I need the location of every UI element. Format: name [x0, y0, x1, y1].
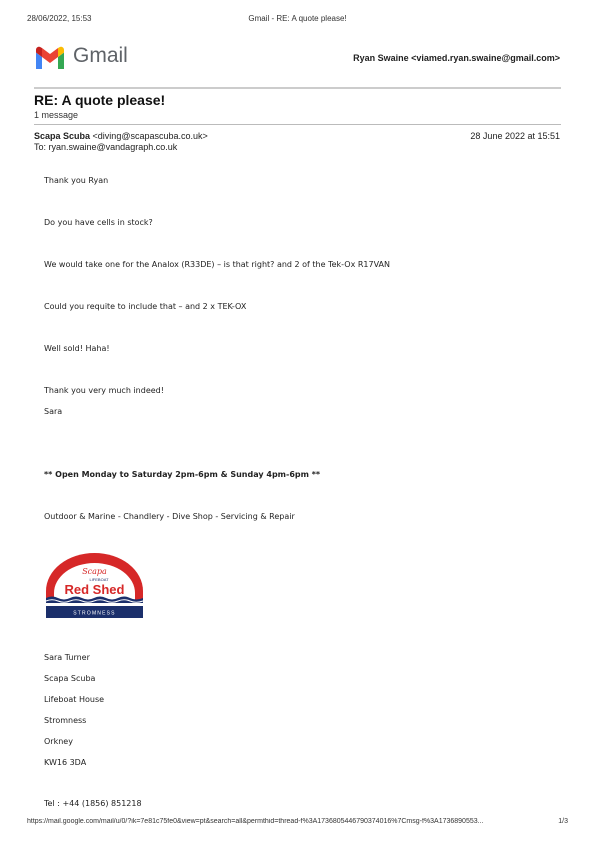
gmail-wordmark: Gmail: [73, 44, 128, 67]
body-line: Sara: [44, 407, 63, 416]
body-line: Outdoor & Marine - Chandlery - Dive Shop - Servicing & Repair: [44, 512, 295, 521]
signature-line: Scapa Scuba: [44, 674, 96, 683]
logo-main-text: Red Shed: [64, 582, 125, 597]
divider: [34, 87, 561, 89]
gmail-m-icon: [34, 45, 66, 69]
recipient: To: ryan.swaine@vandagraph.co.uk: [34, 142, 178, 152]
sender-email: <diving@scapascuba.co.uk>: [92, 131, 208, 141]
body-line: Thank you Ryan: [44, 176, 109, 185]
sender: [34, 131, 208, 141]
print-datetime: 28/06/2022, 15:53: [27, 14, 92, 23]
message-count: 1 message: [34, 110, 79, 120]
logo-bottom-text: STROMNESS: [73, 610, 116, 617]
message-date: 28 June 2022 at 15:51: [470, 131, 560, 141]
sender-name: Scapa Scuba: [34, 131, 91, 141]
page-number: 1/3: [558, 818, 568, 825]
body-line: Could you requite to include that – and 2 x TEK-OX: [44, 302, 247, 311]
telephone: Tel : +44 (1856) 851218: [44, 799, 142, 808]
signature-line: Sara Turner: [44, 653, 90, 662]
logo-sub-text: LIFEBOAT: [89, 577, 109, 582]
body-line: We would take one for the Analox (R33DE) – is that right? and 2 of the Tek-Ox R17VAN: [44, 260, 391, 269]
red-shed-logo: [44, 551, 145, 619]
page-url: https://mail.google.com/mail/u/0/?ik=7e81c75fe0&view=pt&search=all&permthid=thread-f%3A1736805446790374016%7Cmsg-f%3A1736890553...: [27, 818, 484, 825]
body-line: Do you have cells in stock?: [44, 218, 153, 227]
print-page-title: Gmail - RE: A quote please!: [248, 14, 347, 23]
logo-top-text: Scapa: [82, 567, 107, 576]
signature-line: Lifeboat House: [44, 695, 105, 704]
signature-line: KW16 3DA: [44, 758, 87, 767]
body-line: Thank you very much indeed!: [44, 386, 164, 395]
body-line: Well sold! Haha!: [44, 344, 110, 353]
divider: [34, 124, 561, 125]
email-subject: RE: A quote please!: [34, 92, 166, 108]
signature-line: Orkney: [44, 737, 73, 746]
signature-line: Stromness: [44, 716, 87, 725]
opening-hours: ** Open Monday to Saturday 2pm-6pm & Sunday 4pm-6pm **: [44, 470, 321, 479]
account-owner: Ryan Swaine <viamed.ryan.swaine@gmail.com>: [353, 53, 560, 63]
